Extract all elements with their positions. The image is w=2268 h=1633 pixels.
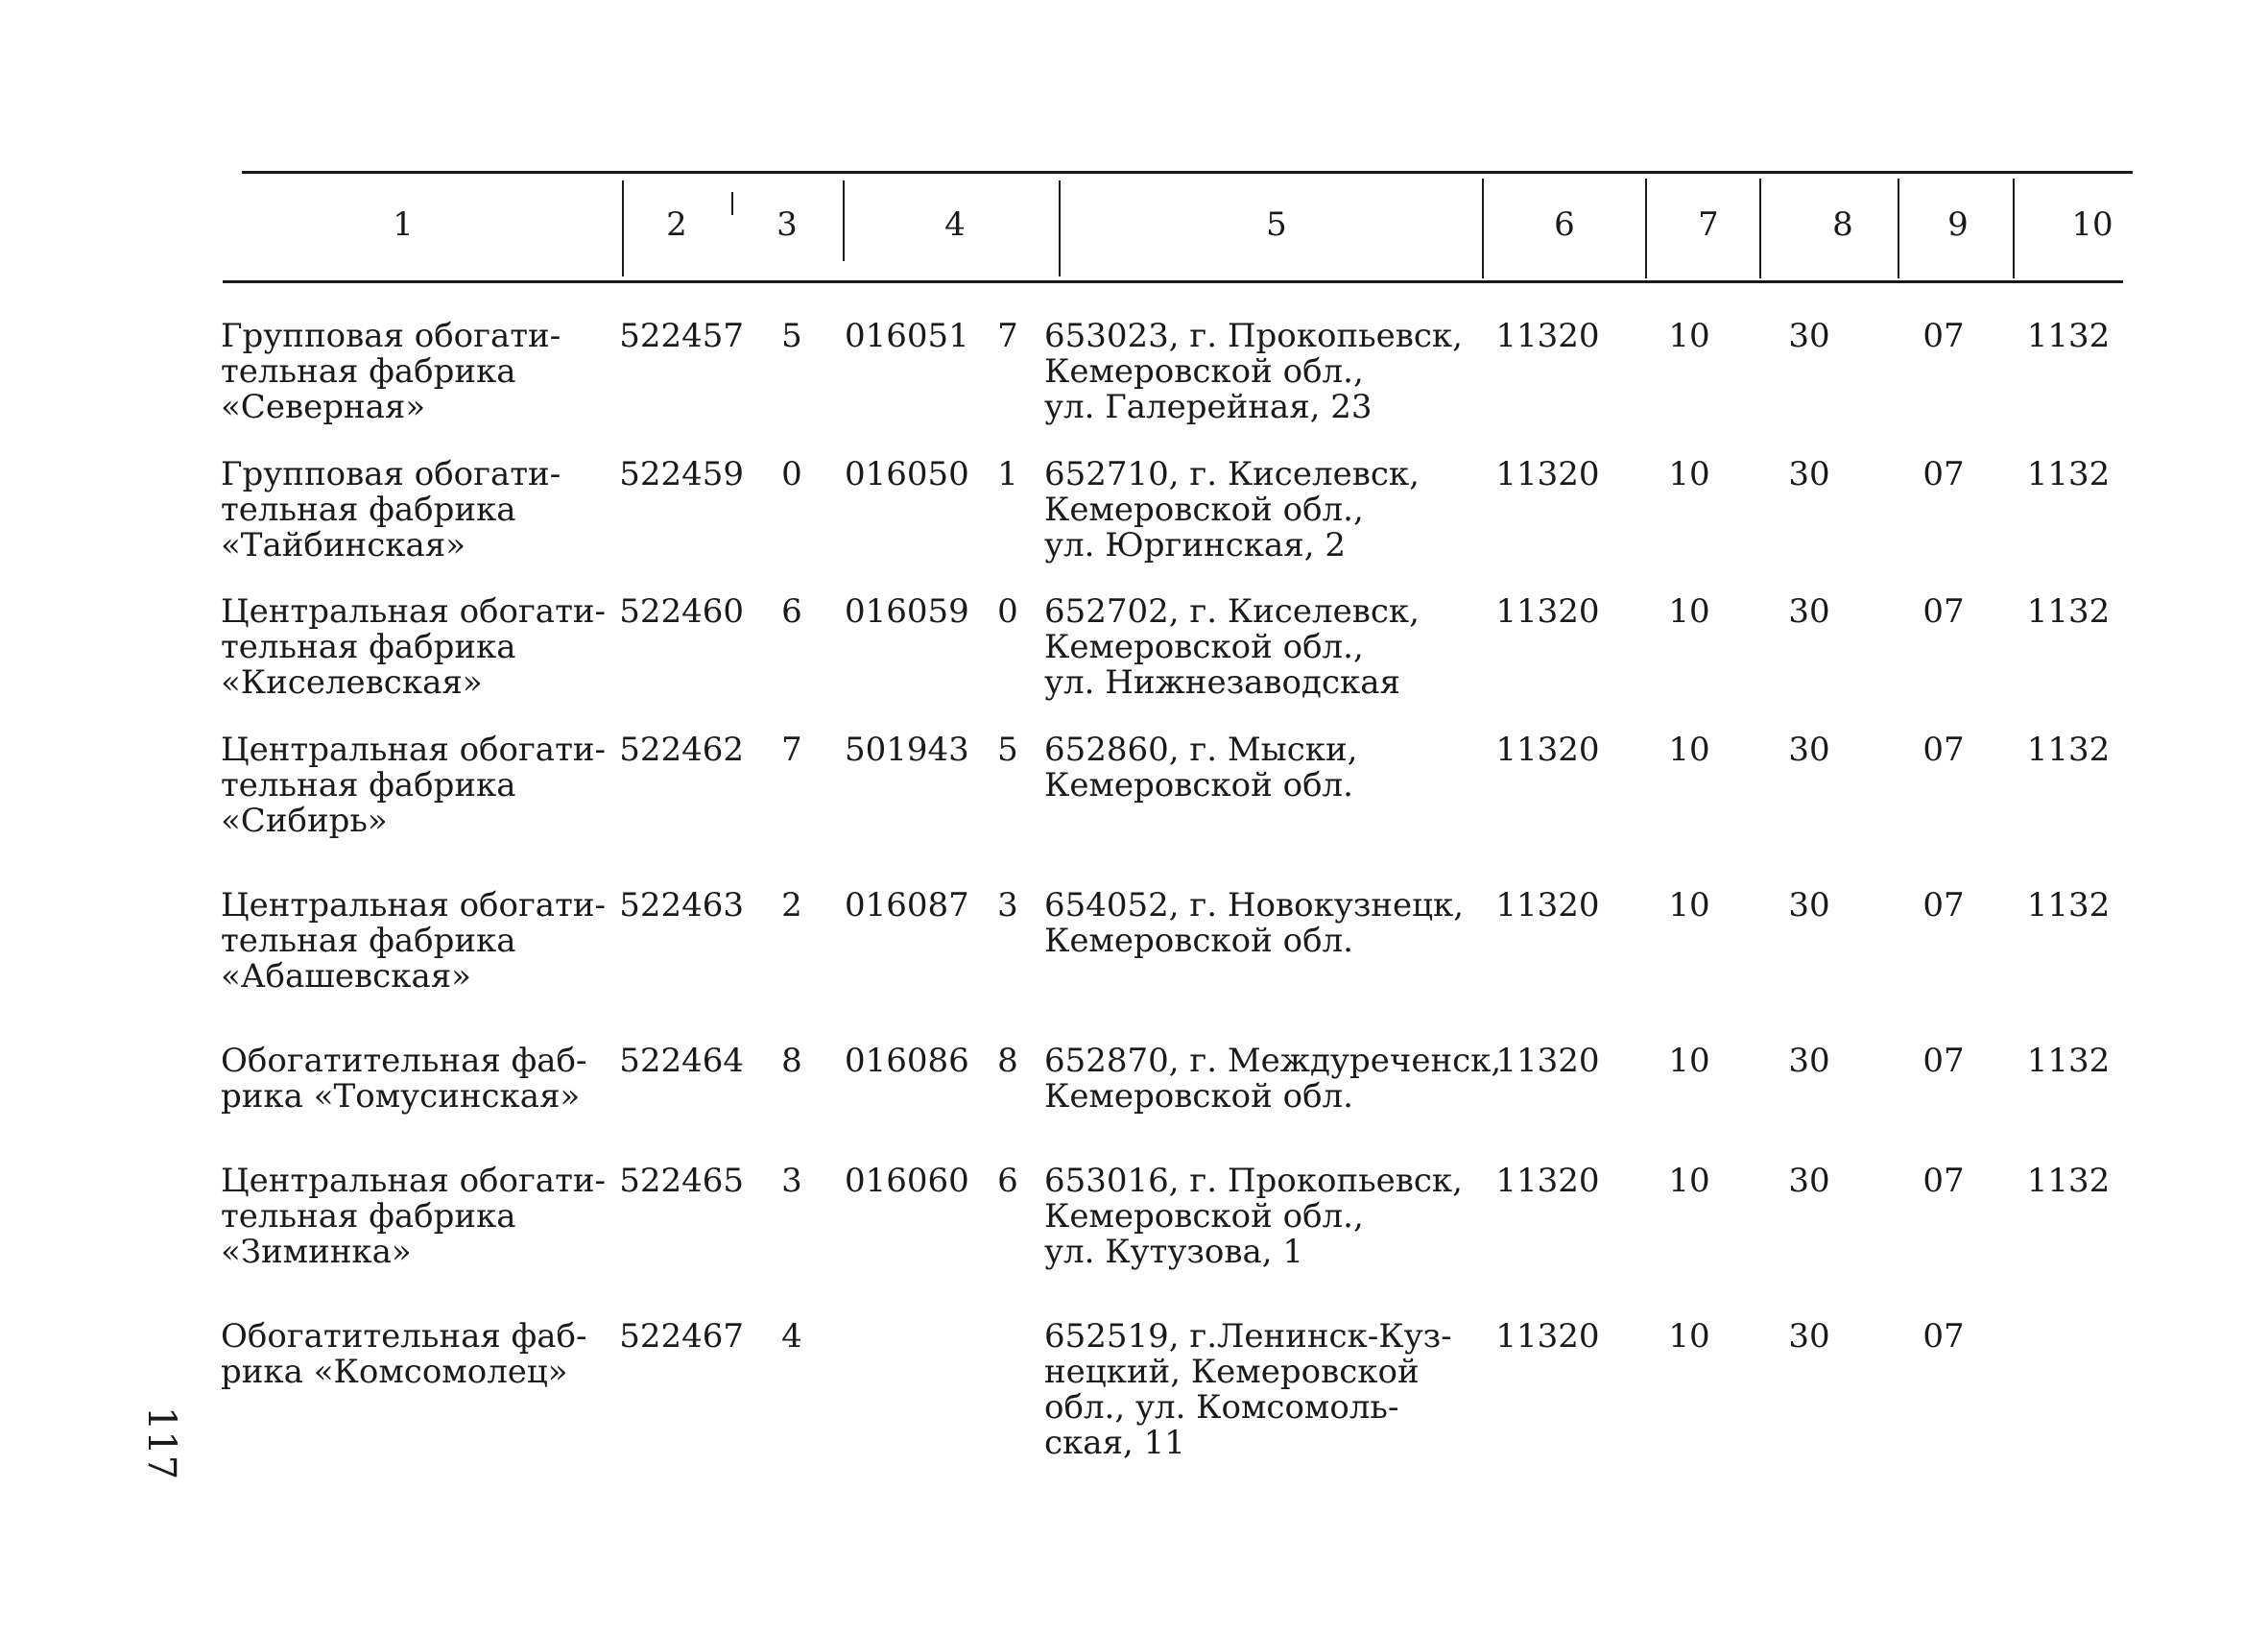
cell-col2: 522462 (619, 731, 744, 769)
cell-col2: 522460 (619, 592, 744, 631)
name-line: тельная фабрика (221, 352, 516, 391)
name-line: Центральная обогати- (221, 1162, 607, 1200)
header-bottom-rule (223, 280, 2123, 283)
cell-col8: 30 (1788, 592, 1830, 631)
row-name (221, 457, 605, 564)
address-line: Кемеровской обл., (1044, 628, 1364, 666)
row-name (221, 594, 605, 701)
cell-col9: 07 (1922, 592, 1965, 631)
address-line: 652519, г.Ленинск-Куз- (1044, 1317, 1452, 1356)
cell-col9: 07 (1922, 731, 1965, 769)
name-line: «Абашевская» (221, 957, 471, 996)
address-line: 653023, г. Прокопьевск, (1044, 317, 1463, 355)
address-line: Кемеровской обл., (1044, 352, 1364, 391)
address-line: Кемеровской обл., (1044, 491, 1364, 529)
header-col-8: 8 (1832, 205, 1853, 244)
row-name (221, 319, 605, 425)
cell-col4: 016060 (845, 1162, 969, 1200)
name-line: Обогатительная фаб- (221, 1042, 587, 1080)
cell-col4-check: 0 (997, 592, 1018, 631)
address-line: 654052, г. Новокузнецк, (1044, 886, 1465, 925)
address-line: Кемеровской обл. (1044, 922, 1353, 960)
row-name (221, 1319, 605, 1390)
cell-col2: 522465 (619, 1162, 744, 1200)
cell-col8: 30 (1788, 1042, 1830, 1080)
col-divider (843, 180, 845, 261)
row-name (221, 732, 605, 839)
cell-col10: 1132 (2026, 886, 2111, 925)
cell-col4: 016051 (845, 317, 969, 355)
cell-col7: 10 (1668, 592, 1710, 631)
cell-col9: 07 (1922, 1317, 1965, 1356)
address-line: 652860, г. Мыски, (1044, 731, 1358, 769)
cell-col8: 30 (1788, 317, 1830, 355)
header-col-5: 5 (1266, 205, 1287, 244)
cell-col9: 07 (1922, 455, 1965, 493)
cell-col6: 11320 (1495, 455, 1600, 493)
cell-col2: 522467 (619, 1317, 744, 1356)
col-divider (1898, 179, 1899, 278)
cell-col3: 6 (781, 592, 802, 631)
name-line: Центральная обогати- (221, 886, 607, 925)
cell-col10: 1132 (2026, 592, 2111, 631)
cell-col4: 016059 (845, 592, 969, 631)
header-col-4: 4 (944, 205, 966, 244)
cell-col10: 1132 (2026, 1042, 2111, 1080)
cell-col4-check: 6 (997, 1162, 1018, 1200)
cell-col3: 3 (781, 1162, 802, 1200)
address-line: ул. Юргинская, 2 (1044, 526, 1346, 564)
cell-col4-check: 1 (997, 455, 1018, 493)
cell-col4: 016086 (845, 1042, 969, 1080)
row-name (221, 888, 605, 995)
address-line: 652870, г. Междуреченск, (1044, 1042, 1502, 1080)
name-line: Обогатительная фаб- (221, 1317, 587, 1356)
cell-col6: 11320 (1495, 1042, 1600, 1080)
row-address (1044, 732, 1357, 804)
cell-col3: 4 (781, 1317, 802, 1356)
col-divider (1059, 180, 1061, 276)
cell-col3: 8 (781, 1042, 802, 1080)
address-line: ул. Кутузова, 1 (1044, 1233, 1304, 1271)
cell-col7: 10 (1668, 317, 1710, 355)
cell-col3: 0 (781, 455, 802, 493)
cell-col10: 1132 (2026, 1162, 2111, 1200)
name-line: Групповая обогати- (221, 455, 561, 493)
row-address (1044, 888, 1464, 959)
cell-col9: 07 (1922, 1162, 1965, 1200)
name-line: тельная фабрика (221, 1197, 516, 1236)
address-line: обл., ул. Комсомоль- (1044, 1388, 1399, 1427)
row-name (221, 1164, 605, 1270)
cell-col10: 1132 (2026, 731, 2111, 769)
cell-col7: 10 (1668, 455, 1710, 493)
cell-col8: 30 (1788, 1317, 1830, 1356)
col-divider (731, 192, 733, 215)
row-address (1044, 1044, 1501, 1115)
cell-col8: 30 (1788, 731, 1830, 769)
cell-col2: 522463 (619, 886, 744, 925)
cell-col8: 30 (1788, 886, 1830, 925)
address-line: нецкий, Кемеровской (1044, 1353, 1420, 1391)
name-line: «Зиминка» (221, 1233, 412, 1271)
cell-col7: 10 (1668, 731, 1710, 769)
cell-col6: 11320 (1495, 1162, 1600, 1200)
address-line: 652702, г. Киселевск, (1044, 592, 1420, 631)
cell-col4-check: 5 (997, 731, 1018, 769)
cell-col3: 7 (781, 731, 802, 769)
name-line: «Сибирь» (221, 802, 388, 840)
address-line: Кемеровской обл. (1044, 1077, 1353, 1116)
cell-col4-check: 7 (997, 317, 1018, 355)
name-line: Групповая обогати- (221, 317, 561, 355)
address-line: Кемеровской обл., (1044, 1197, 1364, 1236)
row-name (221, 1044, 605, 1115)
cell-col2: 522464 (619, 1042, 744, 1080)
cell-col3: 2 (781, 886, 802, 925)
header-col-7: 7 (1698, 205, 1719, 244)
cell-col8: 30 (1788, 1162, 1830, 1200)
page-number: 117 (139, 1405, 184, 1480)
top-rule (242, 171, 2133, 174)
name-line: рика «Томусинская» (221, 1077, 581, 1116)
cell-col9: 07 (1922, 317, 1965, 355)
row-address (1044, 594, 1420, 701)
header-col-6: 6 (1554, 205, 1575, 244)
name-line: тельная фабрика (221, 922, 516, 960)
col-divider (2013, 179, 2015, 278)
cell-col6: 11320 (1495, 317, 1600, 355)
name-line: рика «Комсомолец» (221, 1353, 568, 1391)
name-line: тельная фабрика (221, 766, 516, 804)
name-line: Центральная обогати- (221, 731, 607, 769)
cell-col6: 11320 (1495, 592, 1600, 631)
row-address (1044, 457, 1420, 564)
cell-col7: 10 (1668, 1042, 1710, 1080)
name-line: Центральная обогати- (221, 592, 607, 631)
header-col-9: 9 (1947, 205, 1969, 244)
address-line: ул. Галерейная, 23 (1044, 388, 1373, 426)
cell-col4: 016087 (845, 886, 969, 925)
address-line: ул. Нижнезаводская (1044, 663, 1400, 702)
col-divider (1482, 179, 1484, 278)
address-line: Кемеровской обл. (1044, 766, 1353, 804)
name-line: тельная фабрика (221, 491, 516, 529)
col-divider (622, 180, 624, 276)
address-line: ская, 11 (1044, 1424, 1185, 1462)
cell-col6: 11320 (1495, 886, 1600, 925)
cell-col2: 522459 (619, 455, 744, 493)
cell-col6: 11320 (1495, 1317, 1600, 1356)
cell-col4: 501943 (845, 731, 969, 769)
header-col-3: 3 (776, 205, 798, 244)
header-col-2: 2 (666, 205, 687, 244)
cell-col10: 1132 (2026, 455, 2111, 493)
cell-col8: 30 (1788, 455, 1830, 493)
cell-col3: 5 (781, 317, 802, 355)
header-col-10: 10 (2071, 205, 2113, 244)
name-line: «Тайбинская» (221, 526, 466, 564)
cell-col4-check: 3 (997, 886, 1018, 925)
row-address (1044, 1164, 1463, 1270)
cell-col2: 522457 (619, 317, 744, 355)
row-address (1044, 319, 1463, 425)
cell-col7: 10 (1668, 1317, 1710, 1356)
address-line: 653016, г. Прокопьевск, (1044, 1162, 1463, 1200)
name-line: «Северная» (221, 388, 426, 426)
name-line: «Киселевская» (221, 663, 483, 702)
cell-col9: 07 (1922, 886, 1965, 925)
cell-col6: 11320 (1495, 731, 1600, 769)
header-col-1: 1 (393, 205, 414, 244)
cell-col4: 016050 (845, 455, 969, 493)
name-line: тельная фабрика (221, 628, 516, 666)
cell-col7: 10 (1668, 1162, 1710, 1200)
address-line: 652710, г. Киселевск, (1044, 455, 1420, 493)
row-address (1044, 1319, 1452, 1461)
cell-col9: 07 (1922, 1042, 1965, 1080)
col-divider (1645, 179, 1647, 278)
cell-col4-check: 8 (997, 1042, 1018, 1080)
col-divider (1759, 179, 1761, 278)
cell-col10: 1132 (2026, 317, 2111, 355)
cell-col7: 10 (1668, 886, 1710, 925)
